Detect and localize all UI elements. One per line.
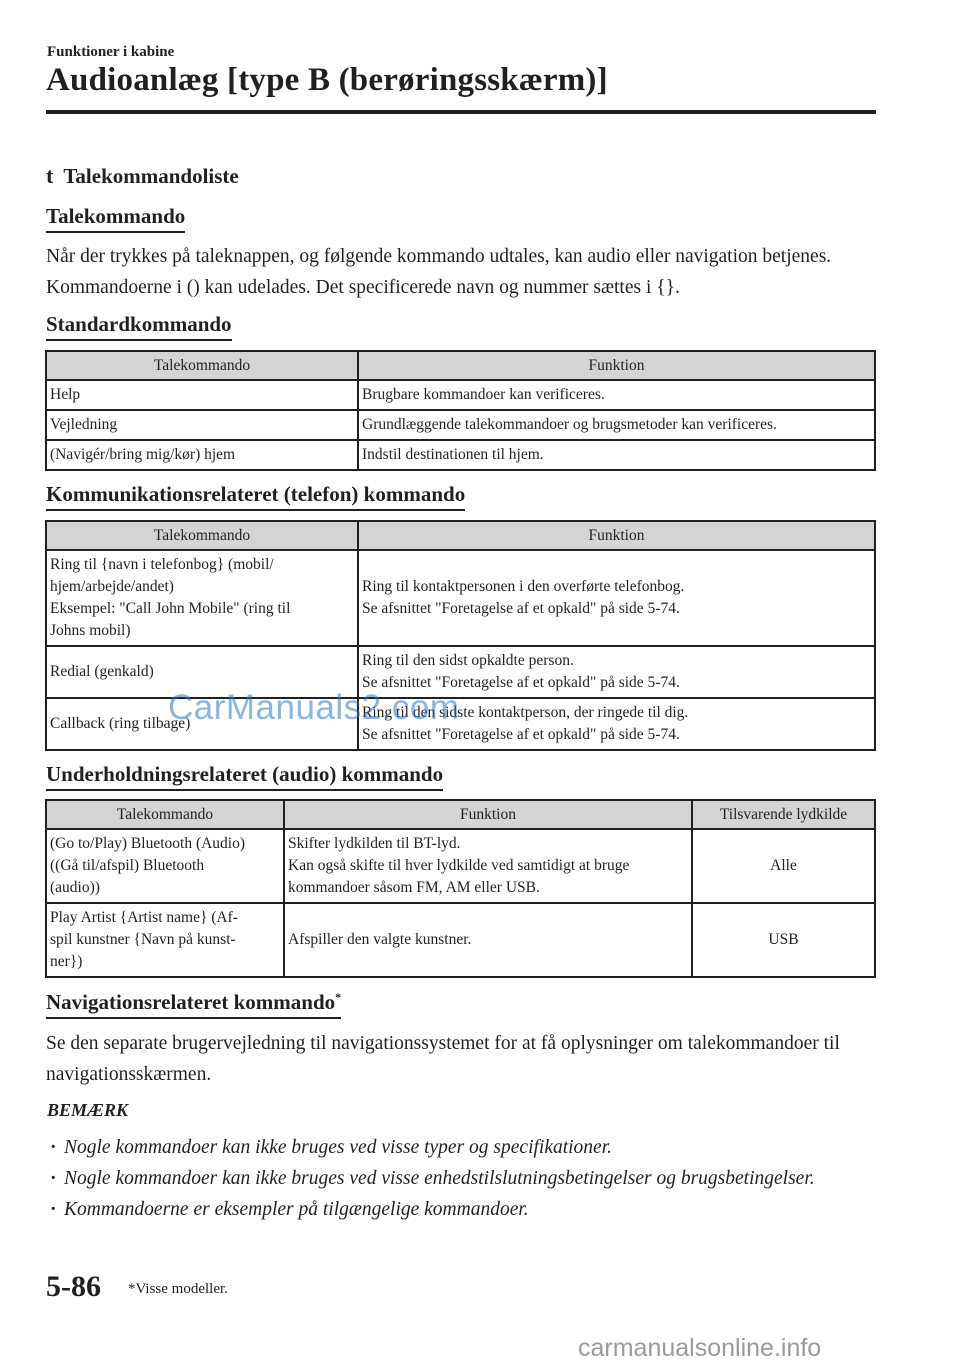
table-row bbox=[46, 903, 875, 977]
audio-heading: Underholdningsrelateret (audio) kommando bbox=[46, 762, 443, 791]
note-item: · Nogle kommandoer kan ikke bruges ved visse typer og specifikationer. bbox=[46, 1132, 876, 1163]
function-cell: Ring til den sidst opkaldte person. Se afsnittet "Foretagelse af et opkald" på side 5-74. bbox=[358, 646, 875, 698]
footnote: *Visse modeller. bbox=[128, 1281, 228, 1297]
navigation-heading-text: Navigationsrelateret kommando bbox=[46, 990, 336, 1014]
table-header-row bbox=[46, 351, 875, 380]
note-item: · Nogle kommandoer kan ikke bruges ved visse enhedstilslutningsbetingelser og brugsbetingelser. bbox=[46, 1163, 876, 1194]
asterisk-mark: * bbox=[335, 990, 342, 1004]
standard-heading: Standardkommando bbox=[46, 312, 232, 341]
section-marker: t bbox=[46, 163, 54, 188]
navigation-text: Se den separate brugervejledning til navigationssystemet for at få oplysninger om talekommandoer til navigationsskærmen. bbox=[46, 1033, 840, 1085]
navigation-heading bbox=[46, 990, 341, 1019]
telefon-heading: Kommunikationsrelateret (telefon) kommando bbox=[46, 482, 465, 511]
note-list bbox=[46, 1132, 876, 1225]
command-cell: (Go to/Play) Bluetooth (Audio) ((Gå til/afspil) Bluetooth (audio)) bbox=[46, 829, 284, 903]
column-header: Talekommando bbox=[46, 521, 358, 550]
command-cell: Redial (genkald) bbox=[46, 646, 358, 698]
note-item: · Kommandoerne er eksempler på tilgængelige kommandoer. bbox=[46, 1194, 876, 1225]
table-header-row bbox=[46, 800, 875, 829]
section-label: Funktioner i kabine bbox=[47, 44, 175, 60]
command-cell: Play Artist {Artist name} (Af- spil kunstner {Navn på kunst- ner}) bbox=[46, 903, 284, 977]
column-header: Funktion bbox=[358, 521, 875, 550]
talekommando-text: Når der trykkes på taleknappen, og følgende kommando udtales, kan audio eller navigation betjenes. Kommandoerne i () kan udelades. Det specificerede navn og nummer sættes i {}. bbox=[46, 246, 832, 298]
function-cell: Afspiller den valgte kunstner. bbox=[284, 903, 692, 977]
source-cell: Alle bbox=[692, 829, 875, 903]
source-cell: USB bbox=[692, 903, 875, 977]
table-row bbox=[46, 829, 875, 903]
section-heading bbox=[46, 163, 239, 189]
page-number: 5-86 bbox=[46, 1270, 101, 1303]
watermark-logo: CarManuals2.com bbox=[168, 688, 460, 727]
column-header: Talekommando bbox=[46, 351, 358, 380]
site-watermark: carmanualsonline.info bbox=[578, 1334, 822, 1362]
table-header-row bbox=[46, 521, 875, 550]
column-header: Funktion bbox=[358, 351, 875, 380]
command-cell: Callback (ring tilbage) bbox=[46, 698, 358, 750]
table-row bbox=[46, 380, 875, 410]
command-cell: Help bbox=[46, 380, 358, 410]
command-cell: (Navigér/bring mig/kør) hjem bbox=[46, 440, 358, 470]
section-heading-text: Talekommandoliste bbox=[63, 163, 239, 188]
function-cell: Brugbare kommandoer kan verificeres. bbox=[358, 380, 875, 410]
column-header: Talekommando bbox=[46, 800, 284, 829]
table-row bbox=[46, 550, 875, 646]
function-cell: Skifter lydkilden til BT-lyd. Kan også skifte til hver lydkilde ved samtidigt at bruge kommandoer såsom FM, AM eller USB. bbox=[284, 829, 692, 903]
function-cell: Ring til kontaktpersonen i den overførte telefonbog. Se afsnittet "Foretagelse af et opkald" på side 5-74. bbox=[358, 550, 875, 646]
table-row bbox=[46, 410, 875, 440]
command-cell: Vejledning bbox=[46, 410, 358, 440]
command-cell: Ring til {navn i telefonbog} (mobil/ hjem/arbejde/andet) Eksempel: "Call John Mobile" (ring til Johns mobil) bbox=[46, 550, 358, 646]
talekommando-heading: Talekommando bbox=[46, 204, 185, 233]
standard-table bbox=[45, 350, 876, 471]
function-cell: Indstil destinationen til hjem. bbox=[358, 440, 875, 470]
function-cell: Ring til den sidste kontaktperson, der ringede til dig. Se afsnittet "Foretagelse af et opkald" på side 5-74. bbox=[358, 698, 875, 750]
note-title: BEMÆRK bbox=[47, 1100, 129, 1120]
column-header: Funktion bbox=[284, 800, 692, 829]
title-rule bbox=[46, 110, 876, 114]
column-header: Tilsvarende lydkilde bbox=[692, 800, 875, 829]
function-cell: Grundlæggende talekommandoer og brugsmetoder kan verificeres. bbox=[358, 410, 875, 440]
table-row bbox=[46, 440, 875, 470]
page-title: Audioanlæg [type B (berøringsskærm)] bbox=[46, 62, 608, 98]
audio-table bbox=[45, 799, 876, 978]
